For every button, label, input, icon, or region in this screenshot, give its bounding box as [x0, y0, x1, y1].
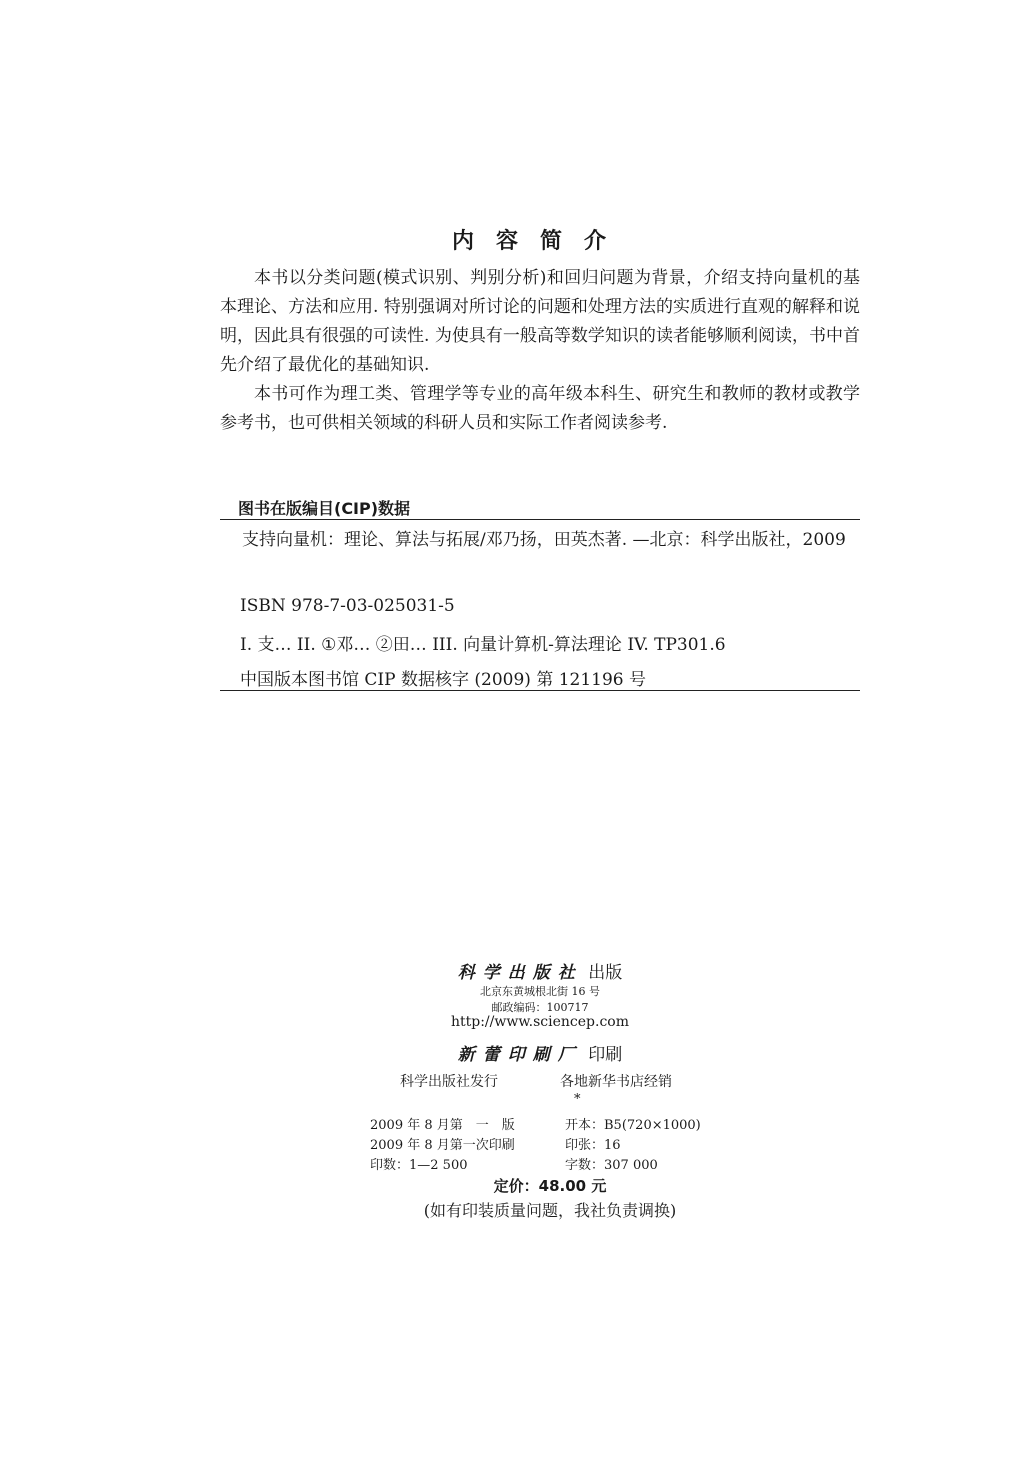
publisher-address: 北京东黄城根北街 16 号: [480, 985, 600, 998]
distribution-retail: 各地新华书店经销: [560, 1074, 672, 1090]
price: 定价：48.00 元: [493, 1177, 607, 1195]
distribution-publisher: 科学出版社发行: [400, 1074, 498, 1090]
format-info: 开本：B5(720×1000): [565, 1118, 701, 1133]
quality-notice: (如有印装质量问题，我社负责调换): [423, 1201, 677, 1220]
sheets-info: 印张：16: [565, 1138, 621, 1153]
intro-title: 内容简介: [451, 229, 628, 254]
publisher-action: 出版: [588, 963, 623, 983]
separator-asterisk: *: [574, 1092, 581, 1107]
printer-name: 新蕾印刷厂: [457, 1045, 583, 1065]
cip-isbn: ISBN 978-7-03-025031-5: [240, 596, 455, 616]
word-count-info: 字数：307 000: [565, 1158, 658, 1173]
printer-line: [0, 1040, 1034, 1065]
cip-classification: I. 支… II. ①邓… ②田… III. 向量计算机-算法理论 IV. TP301.6: [240, 635, 726, 655]
publisher-line: [0, 958, 1034, 983]
edition-info: 2009 年 8 月第 一 版: [370, 1118, 515, 1133]
cip-entry: 支持向量机：理论、算法与拓展/邓乃扬，田英杰著. —北京：科学出版社，2009: [242, 530, 846, 550]
publisher-postcode: 邮政编码：100717: [491, 1001, 589, 1014]
intro-paragraph-1: 本书以分类问题(模式识别、判别分析)和回归问题为背景，介绍支持向量机的基本理论、方法和应用. 特别强调对所讨论的问题和处理方法的实质进行直观的解释和说明，因此具有很强的可读性. 为使具有一般高等数学知识的读者能够顺利阅读，书中首先介绍了最优化的基础知识.: [220, 268, 860, 375]
intro-paragraph-2: 本书可作为理工类、管理学等专业的高年级本科生、研究生和教师的教材或教学参考书，也可供相关领域的科研人员和实际工作者阅读参考.: [220, 384, 860, 433]
print-run-info: 印数：1—2 500: [370, 1158, 468, 1173]
publisher-url: http://www.sciencep.com: [450, 1014, 629, 1030]
cip-heading: 图书在版编目(CIP)数据: [238, 499, 411, 518]
printing-info: 2009 年 8 月第一次印刷: [370, 1138, 515, 1153]
cip-top-rule: [220, 519, 860, 520]
cip-number: 中国版本图书馆 CIP 数据核字 (2009) 第 121196 号: [240, 670, 647, 690]
printer-action: 印刷: [588, 1045, 623, 1065]
cip-bottom-rule: [220, 690, 860, 691]
publisher-name: 科学出版社: [457, 963, 583, 983]
